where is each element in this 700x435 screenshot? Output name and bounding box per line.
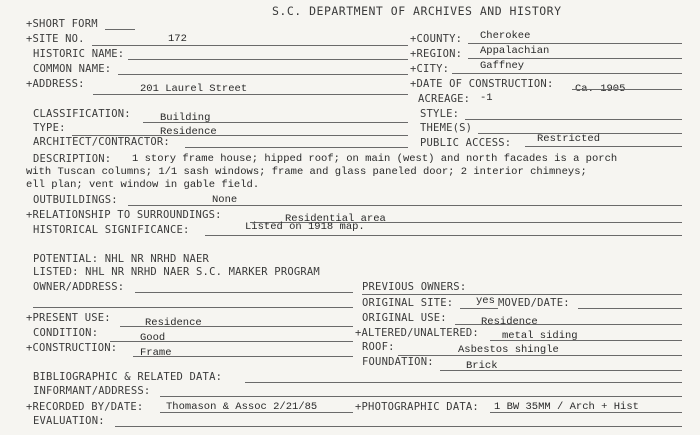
style-label: STYLE:: [420, 108, 460, 120]
city-line: [452, 73, 682, 74]
address-label: +ADDRESS:: [26, 78, 85, 90]
present-use-label: +PRESENT USE:: [26, 312, 111, 324]
potential-label: POTENTIAL: NHL NR NRHD NAER: [33, 253, 210, 265]
condition-value: Good: [140, 332, 166, 344]
recorded-by-label: +RECORDED BY/DATE:: [26, 401, 144, 413]
city-value: Gaffney: [480, 60, 525, 72]
original-use-label: ORIGINAL USE:: [362, 312, 447, 324]
photographic-label: +PHOTOGRAPHIC DATA:: [355, 401, 479, 413]
roof-value: Asbestos shingle: [458, 344, 559, 356]
relationship-label: +RELATIONSHIP TO SURROUNDINGS:: [26, 209, 222, 221]
listed-label: LISTED: NHL NR NRHD NAER S.C. MARKER PROGRAM: [33, 266, 320, 278]
common-name-label: COMMON NAME:: [33, 63, 112, 75]
evaluation-line: [115, 426, 682, 427]
form-header: S.C. DEPARTMENT OF ARCHIVES AND HISTORY: [272, 4, 562, 18]
classification-label: CLASSIFICATION:: [33, 108, 131, 120]
public-access-label: PUBLIC ACCESS:: [420, 137, 512, 149]
outbuildings-value: None: [212, 194, 238, 206]
county-line: [468, 43, 682, 44]
historic-name-label: HISTORIC NAME:: [33, 48, 125, 60]
construction-value: Frame: [140, 347, 172, 359]
recorded-by-line: [160, 412, 353, 413]
informant-line: [160, 396, 682, 397]
present-use-value: Residence: [145, 317, 202, 329]
original-use-line: [455, 324, 682, 325]
foundation-value: Brick: [466, 360, 498, 372]
original-site-label: ORIGINAL SITE:: [362, 297, 454, 309]
acreage-label: ACREAGE:: [418, 93, 471, 105]
historical-significance-label: HISTORICAL SIGNIFICANCE:: [33, 224, 190, 236]
common-name-line: [118, 74, 408, 75]
evaluation-label: EVALUATION:: [33, 415, 105, 427]
construction-label: +CONSTRUCTION:: [26, 342, 118, 354]
owner-address-label: OWNER/ADDRESS:: [33, 281, 125, 293]
altered-value: metal siding: [502, 330, 578, 342]
description-line-2: with Tuscan columns; 1/1 sash windows; frame and glass paneled door; 2 interior chimneys;: [26, 166, 587, 178]
historic-name-line: [128, 59, 408, 60]
architect-line: [185, 147, 408, 148]
type-label: TYPE:: [33, 122, 66, 134]
short-form-line: [105, 29, 135, 30]
bibliographic-line: [245, 382, 682, 383]
condition-label: CONDITION:: [33, 327, 99, 339]
owner-address-line: [135, 292, 353, 293]
present-use-line: [120, 326, 353, 327]
architect-label: ARCHITECT/CONTRACTOR:: [33, 136, 170, 148]
site-no-label: +SITE NO.: [26, 33, 85, 45]
public-access-line: [525, 146, 682, 147]
informant-label: INFORMANT/ADDRESS:: [33, 385, 151, 397]
original-site-value: yes: [476, 295, 495, 307]
site-no-value: 172: [168, 33, 187, 45]
style-line: [465, 119, 682, 120]
site-no-line: [92, 45, 408, 46]
foundation-label: FOUNDATION:: [362, 356, 434, 368]
foundation-line: [440, 370, 682, 371]
classification-value: Building: [160, 112, 211, 124]
previous-owners-label: PREVIOUS OWNERS:: [362, 281, 467, 293]
region-label: +REGION:: [410, 48, 463, 60]
owner-address-line-2: [33, 307, 353, 308]
altered-label: +ALTERED/UNALTERED:: [355, 327, 479, 339]
construction-line: [133, 356, 353, 357]
recorded-by-value: Thomason & Assoc 2/21/85: [166, 401, 318, 413]
original-use-value: Residence: [481, 316, 538, 328]
condition-line: [110, 341, 353, 342]
moved-date-label: MOVED/DATE:: [498, 297, 570, 309]
bibliographic-label: BIBLIOGRAPHIC & RELATED DATA:: [33, 371, 223, 383]
photographic-line: [490, 412, 682, 413]
roof-label: ROOF:: [362, 341, 395, 353]
type-value: Residence: [160, 126, 217, 138]
outbuildings-label: OUTBUILDINGS:: [33, 194, 118, 206]
county-label: +COUNTY:: [410, 33, 463, 45]
previous-owners-line: [362, 294, 682, 295]
theme-label: THEME(S): [420, 122, 473, 134]
relationship-value: Residential area: [285, 213, 386, 225]
classification-line: [143, 122, 408, 123]
description-line-1: 1 story frame house; hipped roof; on main (west) and north facades is a porch: [132, 153, 618, 165]
county-value: Cherokee: [480, 30, 531, 42]
date-construction-label: +DATE OF CONSTRUCTION:: [410, 78, 554, 90]
roof-line: [398, 355, 682, 356]
photographic-value: 1 BW 35MM / Arch + Hist: [494, 401, 639, 413]
moved-date-line: [578, 308, 682, 309]
address-line: [93, 94, 408, 95]
description-label: DESCRIPTION:: [33, 153, 112, 165]
short-form-label: +SHORT FORM: [26, 18, 98, 30]
original-site-line: [460, 308, 498, 309]
date-construction-value: Ca. 1905: [575, 83, 626, 95]
public-access-value: Restricted: [537, 133, 601, 145]
region-line: [468, 58, 682, 59]
description-line-3: ell plan; vent window in gable field.: [26, 179, 260, 191]
historical-significance-value: Listed on 1918 map.: [245, 221, 365, 233]
address-value: 201 Laurel Street: [140, 83, 248, 95]
acreage-value: -1: [480, 92, 493, 104]
historical-significance-line: [205, 235, 682, 236]
region-value: Appalachian: [480, 45, 550, 57]
city-label: +CITY:: [410, 63, 450, 75]
altered-line: [490, 340, 682, 341]
date-construction-line: [572, 89, 682, 90]
outbuildings-line: [128, 205, 682, 206]
